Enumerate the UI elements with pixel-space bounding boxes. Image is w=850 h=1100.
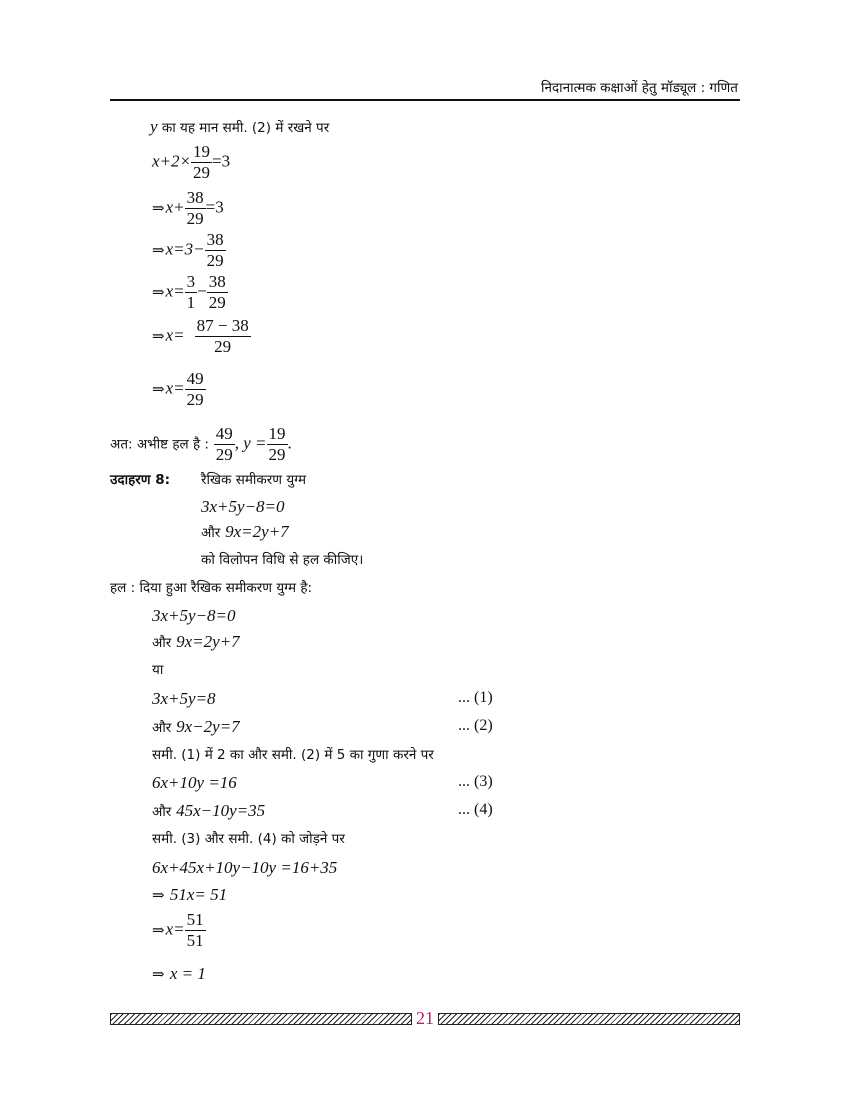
step-4-minus: − [197, 281, 207, 301]
implies-arrow: ⇒ [152, 198, 165, 217]
implies-arrow: ⇒ [152, 965, 165, 983]
example-eq1: 3x+5y−8=0 [201, 497, 285, 516]
result-2 [152, 910, 206, 951]
equation-2-tag: ... (2) [458, 717, 493, 734]
step-2-prefix: x+ [165, 197, 185, 217]
conclusion-text: अत: अभीष्ट हल है : [110, 436, 209, 453]
step-3-prefix: x=3− [165, 239, 205, 259]
conclusion-end: . [287, 433, 292, 453]
example-eq2: 9x=2y+7 [225, 522, 289, 541]
step-4 [152, 272, 228, 313]
step-2-den: 29 [186, 209, 204, 228]
step-3-num: 38 [206, 230, 224, 249]
step-2-fraction [185, 188, 206, 229]
result-1-text: 51x= 51 [165, 885, 228, 904]
example-label: उदाहरण 8: [110, 472, 171, 488]
step-2-num: 38 [186, 188, 204, 207]
step-2-suffix: =3 [205, 197, 224, 217]
step-4-num-b: 38 [208, 272, 226, 291]
conclusion-y-den: 29 [268, 445, 286, 464]
step-4-num-a: 3 [186, 272, 196, 291]
running-header: निदानात्मक कक्षाओं हेतु मॉड्यूल : गणित [540, 80, 738, 96]
solution-intro: हल : दिया हुआ रैखिक समीकरण युग्म है: [110, 580, 313, 596]
step-3 [152, 230, 226, 271]
step-5-fraction [195, 316, 251, 357]
implies-arrow: ⇒ [152, 282, 165, 301]
step-1-fraction [191, 142, 212, 183]
conclusion-y-fraction [267, 424, 288, 465]
substitution-intro [150, 117, 329, 138]
step-4-fraction-b [207, 272, 228, 313]
step-3-fraction [205, 230, 226, 271]
multiply-instruction: समी. (1) में 2 का और समी. (2) में 5 का गुणा करने पर [152, 747, 434, 763]
and-word: और [152, 804, 172, 820]
equation-4: 45x−10y=35 [176, 801, 266, 820]
example-instruction: को विलोपन विधि से हल कीजिए। [201, 552, 364, 568]
step-4-den-a: 1 [186, 293, 196, 312]
step-1-prefix: x+2× [152, 151, 191, 171]
conclusion-x-num: 49 [215, 424, 233, 443]
implies-arrow: ⇒ [152, 920, 165, 939]
intro-text: का यह मान समी. (2) में रखने पर [157, 120, 330, 136]
step-1-num: 19 [193, 142, 210, 161]
result-2-den: 51 [186, 931, 204, 950]
step-5-num: 87 − 38 [196, 316, 249, 335]
example-eq2-line [201, 522, 289, 543]
solution-eq1: 3x+5y−8=0 [152, 606, 236, 625]
step-2 [152, 188, 224, 229]
result-2-fraction [185, 910, 206, 951]
step-4-den-b: 29 [208, 293, 226, 312]
implies-arrow: ⇒ [152, 379, 165, 398]
result-3-text: x = 1 [165, 964, 206, 983]
equation-1-tag: ... (1) [458, 689, 493, 706]
step-6-fraction [185, 369, 206, 410]
footer-ornament-left [110, 1013, 412, 1025]
implies-arrow: ⇒ [152, 240, 165, 259]
equation-2: 9x−2y=7 [176, 717, 240, 736]
header-rule [110, 99, 740, 101]
equation-2-line [152, 717, 240, 738]
step-6-prefix: x= [165, 378, 185, 398]
example-title: रैखिक समीकरण युग्म [201, 472, 307, 488]
step-3-den: 29 [206, 251, 224, 270]
step-5-den: 29 [195, 336, 251, 357]
equation-3-tag: ... (3) [458, 773, 493, 790]
footer-ornament-right [438, 1013, 740, 1025]
equation-3: 6x+10y =16 [152, 773, 237, 792]
step-4-fraction-a [185, 272, 198, 313]
step-5-prefix: x= [165, 325, 185, 345]
or-word: या [152, 662, 164, 678]
solution-eq2-line [152, 632, 240, 653]
var-y: y [150, 117, 158, 136]
and-word: और [152, 720, 172, 736]
step-1 [152, 142, 230, 183]
conclusion-y-part: , y = [234, 433, 267, 453]
conclusion-y-num: 19 [268, 424, 286, 443]
step-1-suffix: =3 [212, 151, 231, 171]
step-1-den: 29 [193, 163, 210, 182]
and-word: और [152, 635, 172, 651]
page-number: 21 [416, 1008, 434, 1028]
result-3 [152, 964, 206, 984]
equation-1: 3x+5y=8 [152, 689, 216, 708]
result-2-prefix: x= [165, 919, 185, 939]
step-6-num: 49 [186, 369, 204, 388]
result-1 [152, 885, 227, 905]
sum-equation: 6x+45x+10y−10y =16+35 [152, 858, 338, 877]
step-4-prefix: x= [165, 281, 185, 301]
solution-eq2: 9x=2y+7 [176, 632, 240, 651]
step-6 [152, 369, 206, 410]
step-6-den: 29 [186, 390, 204, 409]
equation-4-tag: ... (4) [458, 801, 493, 818]
and-word: और [201, 525, 221, 541]
result-2-num: 51 [186, 910, 204, 929]
conclusion [110, 424, 292, 465]
equation-4-line [152, 801, 265, 822]
implies-arrow: ⇒ [152, 326, 165, 345]
step-5 [152, 316, 251, 357]
conclusion-x-den: 29 [215, 445, 233, 464]
add-instruction: समी. (3) और समी. (4) को जोड़ने पर [152, 831, 345, 847]
conclusion-x-fraction [214, 424, 235, 465]
implies-arrow: ⇒ [152, 886, 165, 904]
page-footer [110, 1008, 740, 1028]
